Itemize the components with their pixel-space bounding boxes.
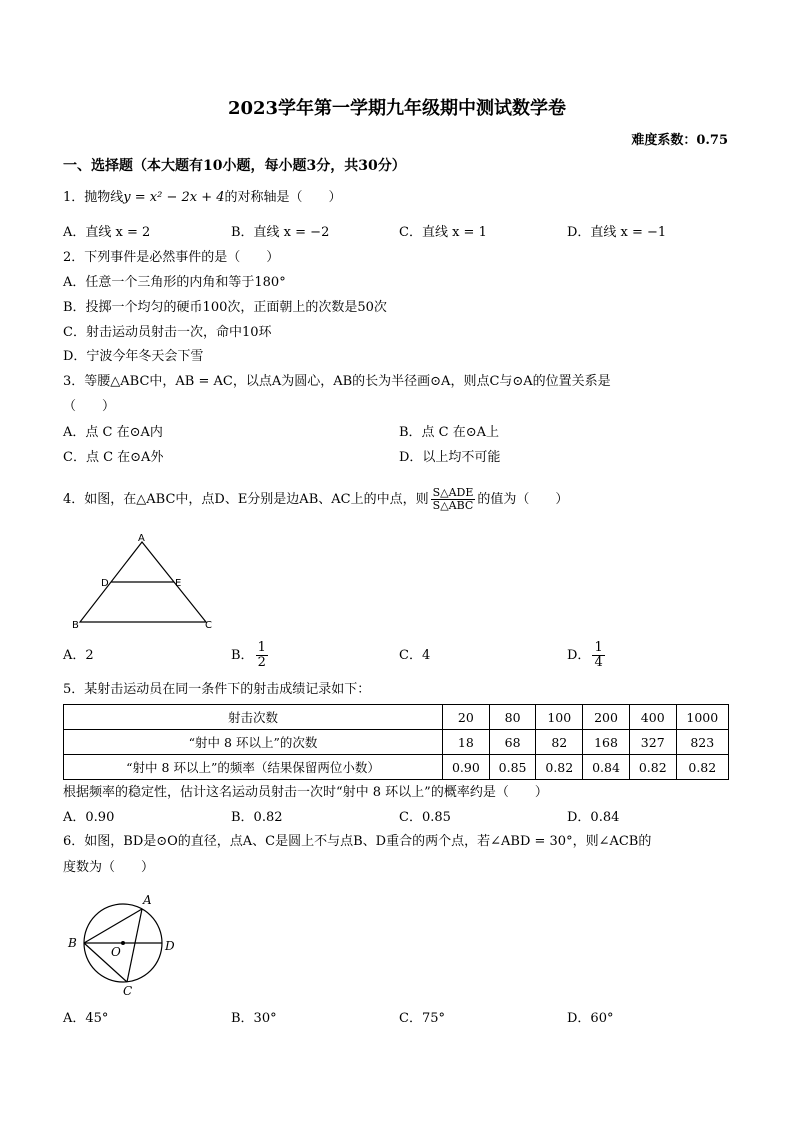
question-3-stem-cont: （ ） [63, 399, 116, 414]
q5-option-c: C．0.85 [399, 810, 451, 825]
table-cell: 82 [536, 730, 583, 755]
q1-suffix: 的对称轴是（ ） [224, 190, 342, 205]
q3-option-a: A．点 C 在⊙A内 [63, 425, 163, 440]
q6-option-d: D．60° [567, 1011, 614, 1026]
table-cell: 0.84 [583, 755, 630, 780]
table-cell: 20 [443, 705, 490, 730]
q1-option-d: D．直线 x = −1 [567, 225, 667, 240]
table-cell: 168 [583, 730, 630, 755]
q1-option-c: C．直线 x = 1 [399, 225, 487, 240]
label-d: D [165, 939, 175, 953]
table-row [64, 705, 729, 730]
section-heading-multiple-choice: 一、选择题（本大题有10小题，每小题3分，共30分） [63, 158, 406, 174]
q2-option-c: C．射击运动员射击一次，命中10环 [63, 325, 272, 340]
q2-option-b: B．投掷一个均匀的硬币100次，正面朝上的次数是50次 [63, 300, 387, 315]
q4-option-d [567, 636, 607, 676]
table-cell: 0.82 [676, 755, 728, 780]
table-cell: 0.82 [536, 755, 583, 780]
q2-option-d: D．宁波今年冬天会下雪 [63, 349, 204, 364]
question-2-stem: 2．下列事件是必然事件的是（ ） [63, 250, 280, 265]
q4-suffix: 的值为（ ） [477, 492, 569, 507]
table-cell-label: “射中 8 环以上”的次数 [64, 730, 443, 755]
q4-triangle-figure [70, 532, 220, 632]
table-cell-label: “射中 8 环以上”的频率（结果保留两位小数） [64, 755, 443, 780]
q3-option-c: C．点 C 在⊙A外 [63, 450, 164, 465]
q5-shooting-table [63, 704, 729, 780]
difficulty-coefficient: 难度系数：0.75 [631, 133, 728, 148]
table-row [64, 755, 729, 780]
q1-expression: y = x² − 2x + 4 [123, 190, 225, 205]
table-cell: 1000 [676, 705, 728, 730]
table-cell: 18 [443, 730, 490, 755]
table-cell: 68 [489, 730, 536, 755]
question-1-stem [63, 190, 342, 206]
label-a: A [138, 533, 145, 544]
table-cell: 823 [676, 730, 728, 755]
q3-option-b: B．点 C 在⊙A上 [399, 425, 500, 440]
q4-option-d-fraction [592, 641, 604, 671]
page-title: 2023学年第一学期九年级期中测试数学卷 [227, 98, 567, 119]
table-cell: 0.82 [629, 755, 676, 780]
q4-option-b [231, 636, 270, 676]
question-3-stem: 3．等腰△ABC中，AB = AC，以点A为圆心，AB的长为半径画⊙A，则点C与⊙A的位置关系是 [63, 374, 611, 389]
q1-option-b: B．直线 x = −2 [231, 225, 330, 240]
q5-option-a: A．0.90 [63, 810, 115, 825]
q4-option-d-numerator: 1 [594, 639, 603, 655]
question-5-stem: 5．某射击运动员在同一条件下的射击成绩记录如下： [63, 682, 371, 697]
center-point-o [121, 941, 125, 945]
q4-fraction-denominator: S△ABC [432, 499, 474, 512]
label-e: E [175, 578, 182, 589]
table-cell-label: 射击次数 [64, 705, 443, 730]
label-b: B [68, 936, 77, 950]
q4-option-b-prefix: B． [231, 648, 254, 663]
label-b: B [72, 620, 79, 631]
q6-option-c: C．75° [399, 1011, 445, 1026]
q4-stem-text: 4．如图，在△ABC中，点D、E分别是边AB、AC上的中点，则 [63, 492, 429, 507]
q4-option-d-denominator: 4 [594, 655, 603, 670]
q4-area-ratio-fraction [431, 487, 476, 512]
label-a: A [143, 893, 152, 907]
q1-option-a: A．直线 x = 2 [63, 225, 151, 240]
q2-option-a: A．任意一个三角形的内角和等于180° [63, 275, 286, 290]
table-cell: 200 [583, 705, 630, 730]
chord-ac [127, 909, 142, 982]
label-o: O [111, 945, 121, 959]
table-cell: 327 [629, 730, 676, 755]
q6-circle-figure [65, 888, 185, 1000]
label-c: C [123, 984, 133, 998]
question-6-stem: 6．如图，BD是⊙O的直径，点A、C是圆上不与点B、D重合的两个点，若∠ABD = 30°，则∠ACB的 [63, 834, 652, 849]
q5-question: 根据频率的稳定性，估计这名运动员射击一次时“射中 8 环以上”的概率约是（ ） [63, 785, 548, 800]
question-6-stem-cont: 度数为（ ） [63, 860, 155, 875]
q4-option-a: A．2 [63, 648, 94, 663]
label-c: C [205, 620, 212, 631]
question-4-stem [63, 480, 568, 520]
q4-option-d-prefix: D． [567, 648, 591, 663]
q3-option-d: D．以上均不可能 [399, 450, 501, 465]
q4-option-b-denominator: 2 [257, 655, 266, 670]
q4-option-c: C．4 [399, 648, 431, 663]
q5-option-d: D．0.84 [567, 810, 620, 825]
q6-option-a: A．45° [63, 1011, 109, 1026]
table-cell: 0.85 [489, 755, 536, 780]
q5-option-b: B．0.82 [231, 810, 283, 825]
table-cell: 400 [629, 705, 676, 730]
table-cell: 0.90 [443, 755, 490, 780]
table-cell: 80 [489, 705, 536, 730]
table-cell: 100 [536, 705, 583, 730]
table-row [64, 730, 729, 755]
label-d: D [101, 578, 109, 589]
q4-fraction-numerator: S△ADE [432, 485, 474, 499]
chord-ba [84, 909, 142, 943]
q4-option-b-numerator: 1 [257, 639, 266, 655]
q6-option-b: B．30° [231, 1011, 277, 1026]
q4-option-b-fraction [256, 641, 268, 671]
q1-prefix: 1．抛物线 [63, 190, 124, 205]
